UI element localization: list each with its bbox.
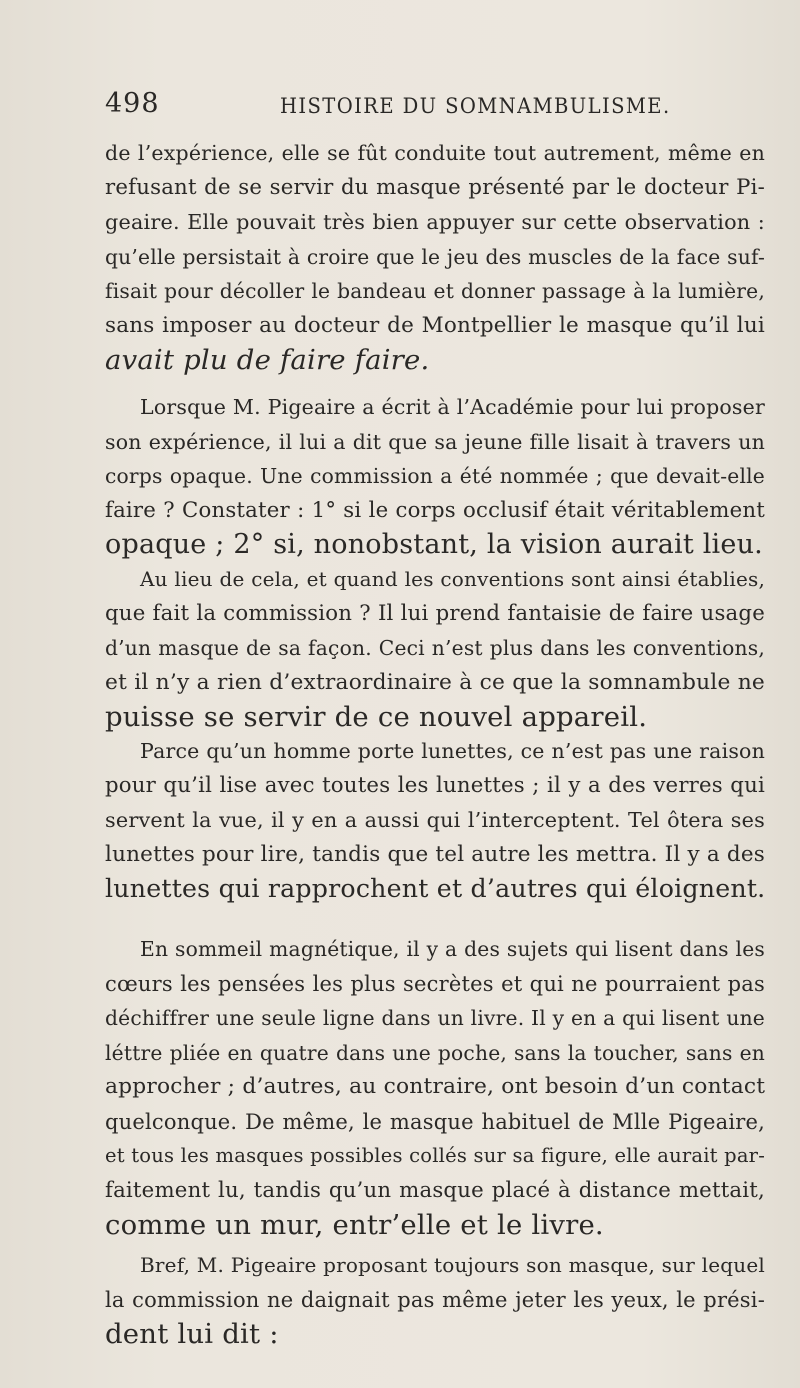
- text-line: geaire. Elle pouvait très bien appuyer sur cette observation :: [105, 210, 765, 234]
- text-line: dent lui dit :: [105, 1318, 279, 1350]
- text-line: opaque ; 2° si, nonobstant, la vision aurait lieu.: [105, 529, 763, 560]
- text-line: de l’expérience, elle se fût conduite tout autrement, même en: [105, 141, 765, 165]
- paragraph-4: [105, 734, 765, 907]
- text-line: puisse se servir de ce nouvel appareil.: [105, 701, 648, 733]
- text-line: déchiffrer une seule ligne dans un livre. Il y en a qui lisent une: [105, 1006, 765, 1030]
- text-line: refusant de se servir du masque présenté par le docteur Pi-: [105, 174, 765, 200]
- text-line: corps opaque. Une commission a été nommée ; que devait-elle: [105, 464, 765, 488]
- page-header: [105, 88, 745, 124]
- text-line: sans imposer au docteur de Montpellier le masque qu’il lui: [105, 312, 765, 338]
- text-line: son expérience, il lui a dit que sa jeune fille lisait à travers un: [105, 429, 765, 454]
- running-title: HISTOIRE DU SOMNAMBULISME.: [280, 94, 671, 118]
- paragraph-5: [105, 932, 765, 1243]
- text-line: cœurs les pensées les plus secrètes et qui ne pourraient pas: [105, 971, 765, 996]
- text-line: faitement lu, tandis qu’un masque placé à distance mettait,: [105, 1177, 765, 1203]
- text-line: comme un mur, entr’elle et le livre.: [105, 1209, 604, 1241]
- text-line: Lorsque M. Pigeaire a écrit à l’Académie pour lui proposer: [140, 395, 765, 419]
- text-line: lunettes pour lire, tandis que tel autre les mettra. Il y a des: [105, 841, 766, 867]
- text-line: approcher ; d’autres, au contraire, ont besoin d’un contact: [105, 1074, 766, 1099]
- text-line: avait plu de faire faire.: [105, 344, 430, 376]
- text-line: faire ? Constater : 1° si le corps occlusif était véritablement: [105, 497, 765, 523]
- text-line: Bref, M. Pigeaire proposant toujours son masque, sur lequel: [140, 1253, 765, 1277]
- text-line: qu’elle persistait à croire que le jeu des muscles de la face suf-: [105, 244, 765, 269]
- paragraph-1: [105, 136, 765, 378]
- text-line: En sommeil magnétique, il y a des sujets qui lisent dans les: [140, 937, 765, 961]
- paragraph-2: [105, 390, 765, 563]
- text-line: la commission ne daignait pas même jeter les yeux, le prési-: [105, 1287, 765, 1312]
- text-line: pour qu’il lise avec toutes les lunettes ; il y a des verres qui: [105, 772, 765, 798]
- text-line: fisait pour décoller le bandeau et donner passage à la lumière,: [105, 279, 765, 303]
- text-line: lunettes qui rapprochent et d’autres qui éloignent.: [105, 874, 766, 903]
- paragraph-3: [105, 562, 765, 735]
- page-number: 498: [105, 88, 160, 119]
- text-line: et tous les masques possibles collés sur sa figure, elle aurait par-: [105, 1144, 765, 1167]
- text-line: Parce qu’un homme porte lunettes, ce n’est pas une raison: [140, 739, 765, 763]
- text-line: d’un masque de sa façon. Ceci n’est plus dans les conventions,: [105, 636, 765, 660]
- text-line: léttre pliée en quatre dans une poche, sans la toucher, sans en: [105, 1040, 765, 1065]
- text-line: que fait la commission ? Il lui prend fantaisie de faire usage: [105, 600, 765, 626]
- text-line: Au lieu de cela, et quand les conventions sont ainsi établies,: [140, 567, 765, 591]
- text-line: et il n’y a rien d’extraordinaire à ce que la somnambule ne: [105, 669, 765, 695]
- text-line: servent la vue, il y en a aussi qui l’interceptent. Tel ôtera ses: [105, 808, 765, 832]
- text-line: quelconque. De même, le masque habituel de Mlle Pigeaire,: [105, 1109, 765, 1134]
- paragraph-6: [105, 1248, 765, 1352]
